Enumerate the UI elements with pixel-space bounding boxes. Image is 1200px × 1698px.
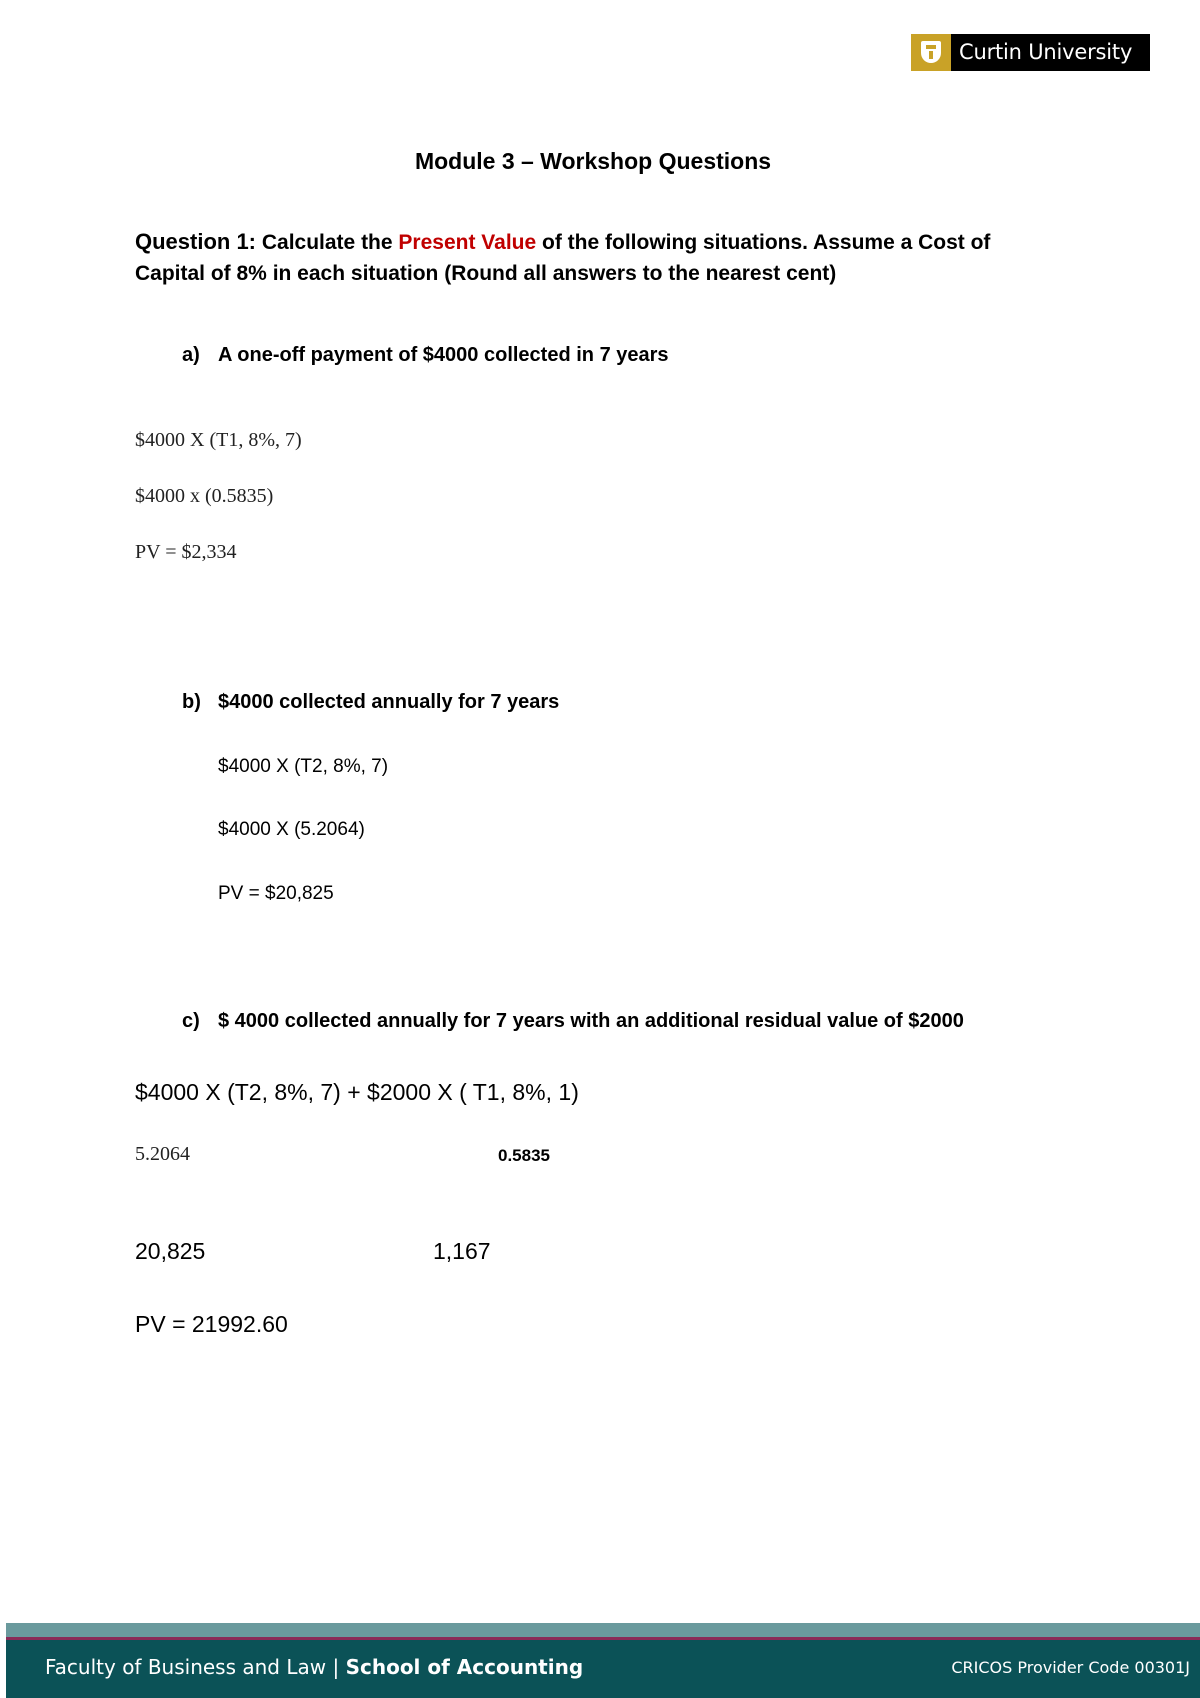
footer-faculty: Faculty of Business and Law | [45,1655,340,1679]
part-b-line-3: PV = $20,825 [218,883,334,904]
crest-icon [911,34,951,71]
part-a-line-2: $4000 x (0.5835) [135,485,274,507]
part-a-text: A one-off payment of $4000 collected in 7 years [218,344,669,366]
question-pre: Calculate the [261,231,393,254]
present-value-highlight: Present Value [398,231,537,254]
part-a-line-3: PV = $2,334 [135,541,237,563]
logo-text: Curtin University [951,34,1150,71]
part-c-pv: PV = 21992.60 [135,1311,288,1337]
question-1 [135,226,1035,289]
curtin-university-logo [911,34,1150,71]
part-c-letter: c) [182,1010,200,1032]
part-c-value-1: 20,825 [135,1238,206,1264]
footer-faculty-school [45,1655,583,1679]
part-b-line-1: $4000 X (T2, 8%, 7) [218,756,389,777]
footer-band [6,1640,1200,1698]
part-c-factor-1: 5.2064 [135,1143,190,1165]
part-b-heading [182,691,559,714]
part-a-letter: a) [182,344,200,366]
question-label: Question 1: [135,229,257,254]
footer-stripe [6,1623,1200,1637]
page-title: Module 3 – Workshop Questions [414,148,772,174]
part-a-heading [182,344,669,367]
part-c-value-2: 1,167 [433,1238,491,1264]
part-b-text: $4000 collected annually for 7 years [218,691,560,713]
footer-cricos: CRICOS Provider Code 00301J [951,1658,1190,1677]
part-c-text: $ 4000 collected annually for 7 years with an additional residual value of $2000 [218,1010,964,1032]
part-b-letter: b) [182,691,201,713]
question-post: of the following situations. Assume a Cost of Capital of 8% in each situation (Round all answers to the nearest cent) [135,231,991,285]
part-c-heading [182,1010,964,1033]
part-a-line-1: $4000 X (T1, 8%, 7) [135,429,302,451]
footer-school: School of Accounting [345,1655,584,1679]
part-c-formula: $4000 X (T2, 8%, 7) + $2000 X ( T1, 8%, 1) [135,1079,579,1105]
part-c-factor-2: 0.5835 [498,1146,550,1165]
part-b-line-2: $4000 X (5.2064) [218,819,365,840]
